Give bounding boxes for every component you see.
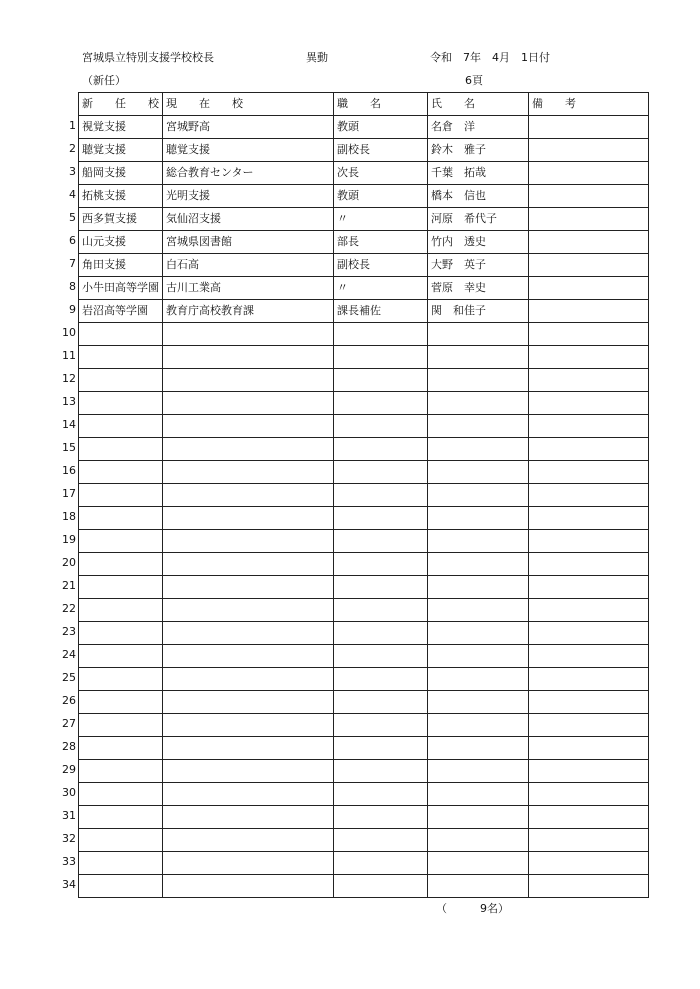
row-number: 4 [69, 188, 76, 201]
table-row [79, 484, 649, 507]
cell-remarks [529, 553, 649, 576]
cell-current-school [163, 346, 334, 369]
document-heading-transfer: 異動 [306, 51, 328, 64]
cell-name [428, 737, 529, 760]
cell-name [428, 346, 529, 369]
cell-name [428, 484, 529, 507]
table-row [79, 231, 649, 254]
cell-current-school [163, 714, 334, 737]
cell-remarks [529, 530, 649, 553]
cell-name [428, 714, 529, 737]
cell-new-school [79, 714, 163, 737]
cell-new-school [79, 691, 163, 714]
table-row [79, 645, 649, 668]
cell-new-school [79, 415, 163, 438]
table-row [79, 369, 649, 392]
table-row [79, 300, 649, 323]
cell-name: 名倉 洋 [428, 116, 529, 139]
table-row [79, 346, 649, 369]
cell-current-school [163, 829, 334, 852]
cell-position [334, 622, 428, 645]
cell-remarks [529, 760, 649, 783]
cell-position [334, 691, 428, 714]
cell-position: 副校長 [334, 254, 428, 277]
cell-current-school [163, 737, 334, 760]
cell-name [428, 438, 529, 461]
cell-name [428, 645, 529, 668]
cell-remarks [529, 829, 649, 852]
cell-position [334, 875, 428, 898]
cell-name [428, 852, 529, 875]
cell-new-school: 拓桃支援 [79, 185, 163, 208]
cell-new-school: 山元支援 [79, 231, 163, 254]
cell-name [428, 507, 529, 530]
cell-position [334, 668, 428, 691]
cell-remarks [529, 392, 649, 415]
cell-remarks [529, 622, 649, 645]
cell-position [334, 576, 428, 599]
cell-new-school [79, 438, 163, 461]
table-row [79, 208, 649, 231]
row-number: 8 [69, 280, 76, 293]
cell-new-school [79, 461, 163, 484]
cell-name [428, 691, 529, 714]
cell-position [334, 438, 428, 461]
table-row [79, 139, 649, 162]
cell-position [334, 645, 428, 668]
row-number: 2 [69, 142, 76, 155]
cell-position [334, 852, 428, 875]
cell-remarks [529, 875, 649, 898]
cell-current-school: 聴覚支援 [163, 139, 334, 162]
column-header-new-school: 新 任 校 [79, 93, 163, 116]
cell-name [428, 369, 529, 392]
row-number: 5 [69, 211, 76, 224]
table-row [79, 392, 649, 415]
cell-name [428, 875, 529, 898]
effective-date: 令和 7年 4月 1日付 [430, 51, 550, 64]
cell-position [334, 346, 428, 369]
cell-current-school: 古川工業高 [163, 277, 334, 300]
cell-new-school [79, 783, 163, 806]
cell-remarks [529, 668, 649, 691]
row-number: 1 [69, 119, 76, 132]
cell-name [428, 668, 529, 691]
cell-current-school [163, 875, 334, 898]
cell-current-school [163, 553, 334, 576]
table-row [79, 553, 649, 576]
cell-new-school [79, 484, 163, 507]
cell-name: 千葉 拓哉 [428, 162, 529, 185]
cell-position [334, 714, 428, 737]
row-number: 21 [62, 579, 76, 592]
cell-position [334, 323, 428, 346]
cell-name [428, 323, 529, 346]
row-number: 12 [62, 372, 76, 385]
cell-current-school: 宮城野高 [163, 116, 334, 139]
cell-name [428, 829, 529, 852]
cell-new-school [79, 806, 163, 829]
row-number: 9 [69, 303, 76, 316]
row-number: 18 [62, 510, 76, 523]
cell-remarks [529, 576, 649, 599]
row-number: 15 [62, 441, 76, 454]
cell-new-school [79, 346, 163, 369]
cell-remarks [529, 852, 649, 875]
cell-remarks [529, 484, 649, 507]
cell-new-school [79, 323, 163, 346]
cell-current-school: 白石高 [163, 254, 334, 277]
row-number: 13 [62, 395, 76, 408]
cell-remarks [529, 714, 649, 737]
cell-name: 橋本 信也 [428, 185, 529, 208]
row-number: 28 [62, 740, 76, 753]
row-number: 20 [62, 556, 76, 569]
cell-current-school [163, 507, 334, 530]
cell-remarks [529, 300, 649, 323]
table-row [79, 622, 649, 645]
cell-name: 関 和佳子 [428, 300, 529, 323]
cell-current-school [163, 852, 334, 875]
cell-remarks [529, 116, 649, 139]
cell-name [428, 806, 529, 829]
cell-name [428, 783, 529, 806]
column-header-name: 氏 名 [428, 93, 529, 116]
table-row [79, 162, 649, 185]
cell-remarks [529, 346, 649, 369]
row-number: 26 [62, 694, 76, 707]
row-number: 29 [62, 763, 76, 776]
cell-new-school [79, 760, 163, 783]
cell-position: 副校長 [334, 139, 428, 162]
cell-new-school [79, 599, 163, 622]
column-header-remarks: 備 考 [529, 93, 649, 116]
row-number: 22 [62, 602, 76, 615]
cell-position: 教頭 [334, 116, 428, 139]
row-number: 30 [62, 786, 76, 799]
row-number: 24 [62, 648, 76, 661]
cell-position: 〃 [334, 277, 428, 300]
cell-name [428, 392, 529, 415]
cell-remarks [529, 415, 649, 438]
cell-new-school [79, 553, 163, 576]
cell-remarks [529, 645, 649, 668]
cell-name [428, 461, 529, 484]
row-number: 23 [62, 625, 76, 638]
section-label: （新任） [82, 74, 126, 87]
cell-new-school: 聴覚支援 [79, 139, 163, 162]
cell-remarks [529, 438, 649, 461]
cell-remarks [529, 185, 649, 208]
table-row [79, 691, 649, 714]
cell-current-school [163, 622, 334, 645]
table-row [79, 806, 649, 829]
cell-current-school [163, 323, 334, 346]
row-number: 32 [62, 832, 76, 845]
cell-remarks [529, 254, 649, 277]
cell-remarks [529, 691, 649, 714]
table-row [79, 737, 649, 760]
cell-position [334, 415, 428, 438]
cell-remarks [529, 806, 649, 829]
cell-current-school [163, 645, 334, 668]
cell-new-school [79, 875, 163, 898]
cell-current-school [163, 392, 334, 415]
cell-name [428, 760, 529, 783]
cell-new-school [79, 392, 163, 415]
column-header-position: 職 名 [334, 93, 428, 116]
cell-position: 教頭 [334, 185, 428, 208]
cell-remarks [529, 783, 649, 806]
table-row [79, 438, 649, 461]
cell-new-school: 岩沼高等学園 [79, 300, 163, 323]
cell-position: 次長 [334, 162, 428, 185]
cell-position [334, 599, 428, 622]
table-row [79, 530, 649, 553]
row-number: 7 [69, 257, 76, 270]
cell-remarks [529, 277, 649, 300]
cell-position [334, 392, 428, 415]
cell-current-school [163, 760, 334, 783]
cell-new-school [79, 737, 163, 760]
cell-name [428, 415, 529, 438]
cell-position [334, 737, 428, 760]
cell-name: 大野 英子 [428, 254, 529, 277]
cell-new-school: 小牛田高等学園 [79, 277, 163, 300]
cell-new-school: 角田支援 [79, 254, 163, 277]
table-row [79, 783, 649, 806]
cell-remarks [529, 323, 649, 346]
table-row [79, 277, 649, 300]
cell-new-school: 西多賀支援 [79, 208, 163, 231]
cell-remarks [529, 507, 649, 530]
cell-new-school [79, 622, 163, 645]
cell-current-school [163, 576, 334, 599]
column-header-current-school: 現 在 校 [163, 93, 334, 116]
table-row [79, 668, 649, 691]
cell-position: 部長 [334, 231, 428, 254]
cell-new-school [79, 507, 163, 530]
cell-current-school: 気仙沼支援 [163, 208, 334, 231]
cell-current-school: 教育庁高校教育課 [163, 300, 334, 323]
table-row [79, 599, 649, 622]
table-row [79, 415, 649, 438]
cell-current-school [163, 691, 334, 714]
cell-name: 鈴木 雅子 [428, 139, 529, 162]
cell-remarks [529, 369, 649, 392]
cell-remarks [529, 162, 649, 185]
cell-position: 課長補佐 [334, 300, 428, 323]
row-number: 33 [62, 855, 76, 868]
table-row [79, 254, 649, 277]
cell-position [334, 829, 428, 852]
row-number: 27 [62, 717, 76, 730]
cell-current-school [163, 415, 334, 438]
table-row [79, 507, 649, 530]
row-number: 31 [62, 809, 76, 822]
cell-position [334, 760, 428, 783]
cell-position [334, 369, 428, 392]
cell-remarks [529, 737, 649, 760]
table-row [79, 714, 649, 737]
cell-new-school [79, 576, 163, 599]
cell-current-school [163, 530, 334, 553]
table-row [79, 461, 649, 484]
cell-current-school [163, 783, 334, 806]
table-row [79, 116, 649, 139]
cell-new-school [79, 369, 163, 392]
table-header-row [79, 93, 649, 116]
cell-position [334, 461, 428, 484]
cell-current-school: 光明支援 [163, 185, 334, 208]
row-number: 16 [62, 464, 76, 477]
cell-position [334, 530, 428, 553]
cell-position [334, 806, 428, 829]
cell-name [428, 530, 529, 553]
cell-new-school: 視覚支援 [79, 116, 163, 139]
cell-current-school [163, 484, 334, 507]
cell-new-school: 船岡支援 [79, 162, 163, 185]
cell-current-school: 宮城県図書館 [163, 231, 334, 254]
table-row [79, 852, 649, 875]
cell-name [428, 599, 529, 622]
cell-current-school: 総合教育センター [163, 162, 334, 185]
cell-remarks [529, 139, 649, 162]
cell-new-school [79, 645, 163, 668]
cell-name [428, 576, 529, 599]
row-number: 25 [62, 671, 76, 684]
cell-position [334, 507, 428, 530]
cell-position [334, 783, 428, 806]
table-row [79, 185, 649, 208]
row-number: 19 [62, 533, 76, 546]
table-row [79, 576, 649, 599]
cell-remarks [529, 599, 649, 622]
row-number: 11 [62, 349, 76, 362]
table-row [79, 829, 649, 852]
cell-remarks [529, 208, 649, 231]
cell-remarks [529, 461, 649, 484]
cell-position [334, 484, 428, 507]
row-number: 34 [62, 878, 76, 891]
cell-name: 竹内 透史 [428, 231, 529, 254]
cell-current-school [163, 599, 334, 622]
row-number: 14 [62, 418, 76, 431]
cell-position: 〃 [334, 208, 428, 231]
cell-new-school [79, 530, 163, 553]
cell-name: 河原 希代子 [428, 208, 529, 231]
row-number: 6 [69, 234, 76, 247]
table-row [79, 875, 649, 898]
cell-new-school [79, 852, 163, 875]
cell-current-school [163, 806, 334, 829]
cell-name [428, 622, 529, 645]
total-count: （ 9名） [436, 902, 509, 915]
cell-remarks [529, 231, 649, 254]
document-title: 宮城県立特別支援学校校長 [82, 51, 214, 64]
row-number: 10 [62, 326, 76, 339]
row-number: 17 [62, 487, 76, 500]
row-number: 3 [69, 165, 76, 178]
cell-current-school [163, 461, 334, 484]
cell-current-school [163, 369, 334, 392]
cell-current-school [163, 438, 334, 461]
table-row [79, 760, 649, 783]
table-row [79, 323, 649, 346]
cell-name [428, 553, 529, 576]
cell-new-school [79, 668, 163, 691]
cell-new-school [79, 829, 163, 852]
cell-position [334, 553, 428, 576]
cell-name: 菅原 幸史 [428, 277, 529, 300]
personnel-table [78, 92, 649, 898]
cell-current-school [163, 668, 334, 691]
page-number: 6頁 [465, 74, 483, 87]
